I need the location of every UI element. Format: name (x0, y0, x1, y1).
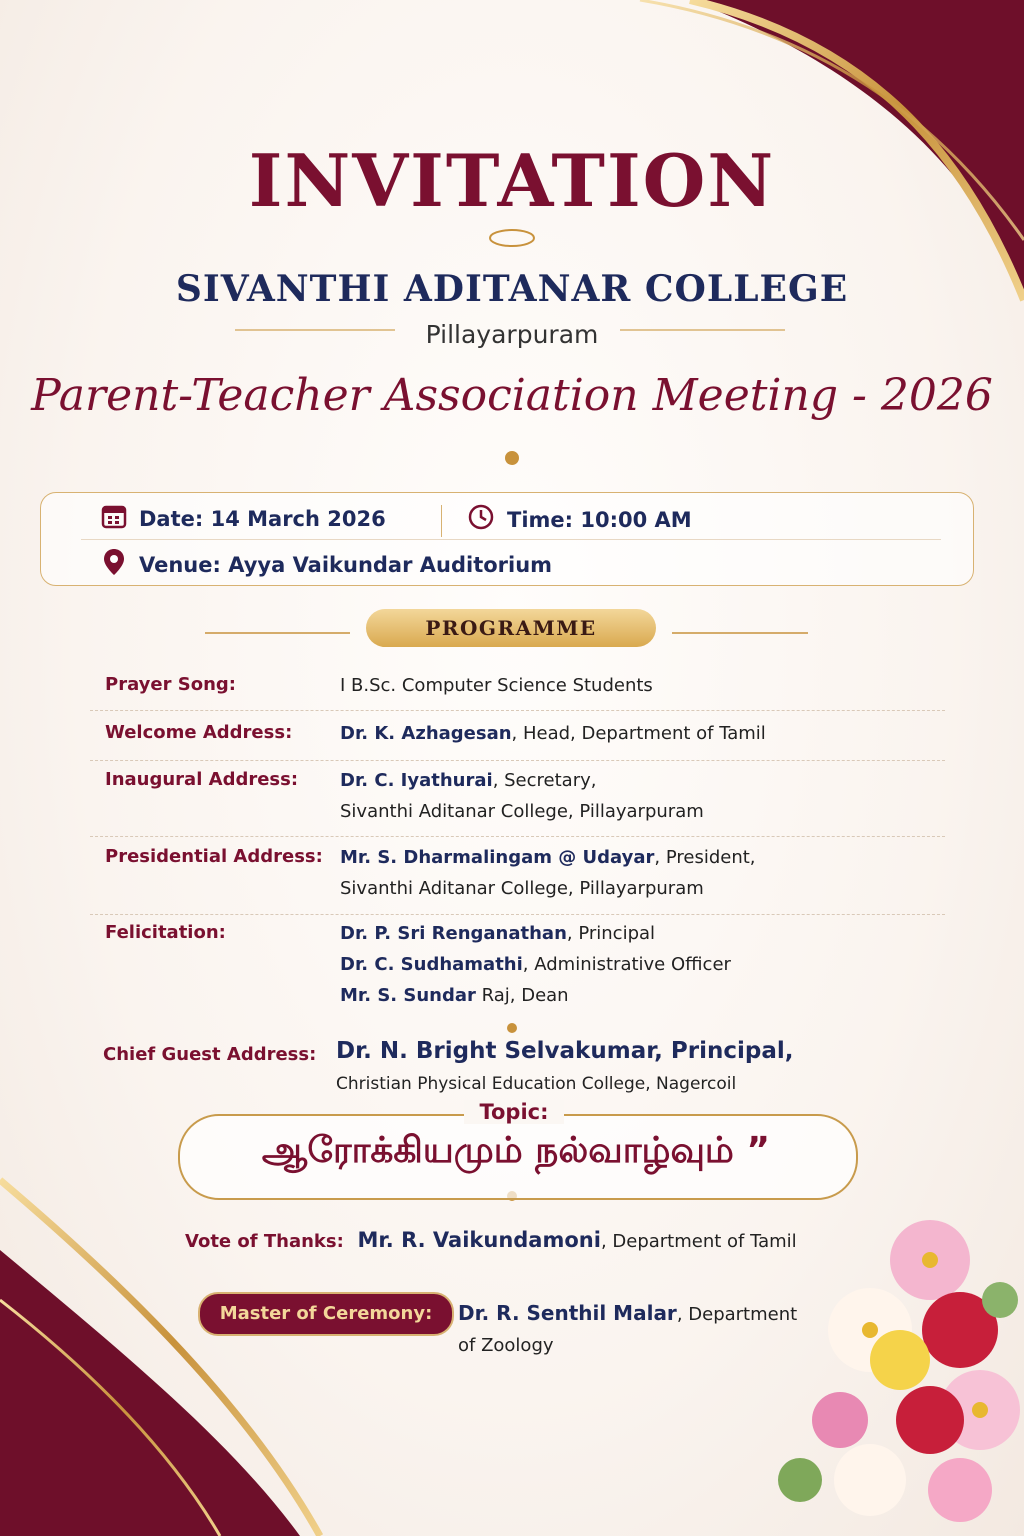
topic-text: ஆரோக்கியமும் நல்வாழ்வும் ” (261, 1130, 771, 1171)
presidential-label: Presidential Address: (105, 846, 323, 867)
prayer-value: I B.Sc. Computer Science Students (340, 675, 653, 696)
topic-label: Topic: (464, 1100, 564, 1124)
mc-value: Dr. R. Senthil Malar, Department of Zoology (458, 1301, 798, 1356)
thanks-row (185, 1228, 797, 1252)
welcome-label: Welcome Address: (105, 722, 293, 743)
venue-text: Venue: Ayya Vaikundar Auditorium (139, 552, 553, 577)
meeting-title: Parent-Teacher Association Meeting - 2026 (31, 370, 993, 421)
presidential-value: Mr. S. Dharmalingam @ Udayar, President, Sivanthi Aditanar College, Pillayarpuram (340, 847, 756, 899)
mc-label: Master of Ceremony: (198, 1292, 454, 1336)
chief-guest-value: Dr. N. Bright Selvakumar, Principal, Christian Physical Education College, Nagercoil (336, 1038, 794, 1094)
clock-icon (467, 503, 495, 536)
felicitation-value: Dr. P. Sri Renganathan, Principal Dr. C. Sudhamathi, Administrative Officer Mr. S. Sundar Raj, Dean (340, 923, 731, 1006)
venue-info (101, 547, 552, 582)
invitation-title: INVITATION (248, 138, 776, 223)
time-info (467, 503, 692, 536)
time-text: Time: 10:00 AM (507, 507, 692, 532)
inaugural-value: Dr. C. Iyathurai, Secretary, Sivanthi Aditanar College, Pillayarpuram (340, 770, 704, 822)
college-name: SIVANTHI ADITANAR COLLEGE (175, 268, 849, 310)
college-town: Pillayarpuram (425, 320, 599, 349)
date-info (101, 503, 386, 534)
prayer-label: Prayer Song: (105, 674, 236, 695)
details-box (40, 492, 974, 586)
chief-guest-label: Chief Guest Address: (103, 1044, 317, 1065)
thanks-rest: , Department of Tamil (600, 1231, 797, 1252)
inaugural-label: Inaugural Address: (105, 769, 299, 790)
thanks-label: Vote of Thanks: (185, 1231, 344, 1252)
calendar-icon (101, 503, 127, 534)
welcome-value: Dr. K. Azhagesan, Head, Department of Tamil (340, 723, 766, 744)
thanks-name: Mr. R. Vaikundamoni (357, 1228, 601, 1252)
flower-bouquet (778, 1220, 1020, 1522)
location-pin-icon (101, 547, 127, 582)
date-text: Date: 14 March 2026 (139, 506, 386, 531)
programme-heading: PROGRAMME (366, 609, 656, 647)
felicitation-label: Felicitation: (105, 922, 226, 943)
